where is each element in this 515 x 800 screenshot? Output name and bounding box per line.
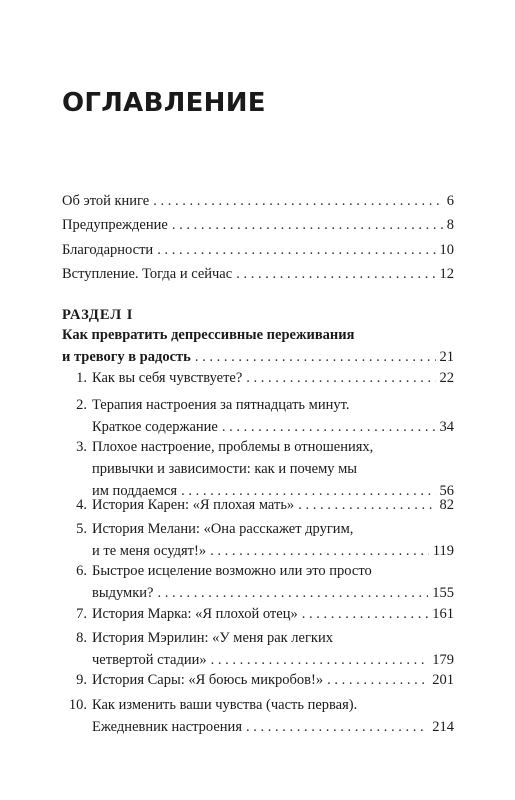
chapter-title-line: Краткое содержание xyxy=(92,419,218,435)
chapter-title-line: История Мелани: «Она расскажет другим, xyxy=(92,521,354,537)
chapter-title-line: и те меня осудят!» xyxy=(92,543,207,559)
toc-chapter-5[interactable] xyxy=(76,518,454,562)
entry-page: 6 xyxy=(446,193,454,209)
dot-leader xyxy=(211,649,429,671)
entry-page: 179 xyxy=(432,652,454,668)
toc-title: ОГЛАВЛЕНИЕ xyxy=(62,88,266,118)
entry-page: 8 xyxy=(446,217,454,233)
chapter-title: История Сары: «Я боюсь микробов!» xyxy=(92,672,324,688)
entry-title: Об этой книге xyxy=(62,193,150,209)
dot-leader xyxy=(246,716,428,738)
entry-page: 82 xyxy=(439,497,454,513)
toc-chapter-2[interactable] xyxy=(76,394,454,438)
entry-page: 10 xyxy=(439,242,454,258)
dot-leader xyxy=(298,494,435,516)
entry-title: Благодарности xyxy=(62,242,154,258)
dot-leader xyxy=(157,239,435,261)
chapter-number: 10. xyxy=(68,697,87,713)
chapter-number: 8. xyxy=(76,630,87,646)
dot-leader xyxy=(302,603,429,625)
chapter-number: 3. xyxy=(76,439,87,455)
chapter-number: 5. xyxy=(76,521,87,537)
chapter-number: 9. xyxy=(76,672,87,688)
toc-chapter-10[interactable] xyxy=(68,694,454,738)
chapter-title-line: им поддаемся xyxy=(92,483,178,499)
chapter-title-line: Плохое настроение, проблемы в отношениях, xyxy=(92,439,374,455)
dot-leader xyxy=(246,367,435,389)
chapter-title: Как вы себя чувствуете? xyxy=(92,370,243,386)
section-title-line: и тревогу в радость xyxy=(62,349,191,365)
toc-chapter-9[interactable] xyxy=(76,669,454,691)
section-label: РАЗДЕЛ I xyxy=(62,307,134,323)
chapter-number: 7. xyxy=(76,606,87,622)
dot-leader xyxy=(236,263,435,285)
entry-page: 12 xyxy=(439,266,454,282)
entry-page: 161 xyxy=(432,606,454,622)
chapter-number: 1. xyxy=(76,370,87,386)
dot-leader xyxy=(157,582,428,604)
entry-page: 56 xyxy=(439,483,454,499)
entry-page: 34 xyxy=(439,419,454,435)
toc-chapter-1[interactable] xyxy=(76,367,454,389)
toc-entry-introduction[interactable] xyxy=(62,263,454,285)
chapter-title-line: Терапия настроения за пятнадцать минут. xyxy=(92,397,350,413)
toc-chapter-7[interactable] xyxy=(76,603,454,625)
chapter-title: История Карен: «Я плохая мать» xyxy=(92,497,295,513)
toc-chapter-6[interactable] xyxy=(76,560,454,604)
entry-page: 22 xyxy=(439,370,454,386)
entry-page: 21 xyxy=(439,349,454,365)
entry-page: 214 xyxy=(432,719,454,735)
chapter-number: 2. xyxy=(76,397,87,413)
chapter-title-line: Как изменить ваши чувства (часть первая). xyxy=(92,697,358,713)
entry-page: 119 xyxy=(432,543,454,559)
chapter-number: 4. xyxy=(76,497,87,513)
entry-page: 201 xyxy=(432,672,454,688)
entry-title: Предупреждение xyxy=(62,217,168,233)
chapter-title-line: четвертой стадии» xyxy=(92,652,207,668)
dot-leader xyxy=(222,416,436,438)
toc-entry-section-1[interactable] xyxy=(62,324,454,368)
entry-page: 155 xyxy=(432,585,454,601)
chapter-title-line: Ежедневник настроения xyxy=(92,719,242,735)
chapter-title-line: привычки и зависимости: как и почему мы xyxy=(92,461,358,477)
dot-leader xyxy=(327,669,428,691)
chapter-title-line: выдумки? xyxy=(92,585,154,601)
dot-leader xyxy=(172,214,443,236)
dot-leader xyxy=(195,346,436,368)
dot-leader xyxy=(153,190,443,212)
toc-entry-about[interactable] xyxy=(62,190,454,212)
toc-entry-acknowledgements[interactable] xyxy=(62,239,454,261)
toc-chapter-4[interactable] xyxy=(76,494,454,516)
chapter-number: 6. xyxy=(76,563,87,579)
entry-title: Вступление. Тогда и сейчас xyxy=(62,266,233,282)
toc-entry-warning[interactable] xyxy=(62,214,454,236)
toc-chapter-3[interactable] xyxy=(76,436,454,502)
toc-chapter-8[interactable] xyxy=(76,627,454,671)
section-title-line: Как превратить депрессивные переживания xyxy=(62,327,355,343)
chapter-title-line: Быстрое исцеление возможно или это просто xyxy=(92,563,372,579)
chapter-title: История Марка: «Я плохой отец» xyxy=(92,606,298,622)
chapter-title-line: История Мэрилин: «У меня рак легких xyxy=(92,630,333,646)
dot-leader xyxy=(210,540,429,562)
